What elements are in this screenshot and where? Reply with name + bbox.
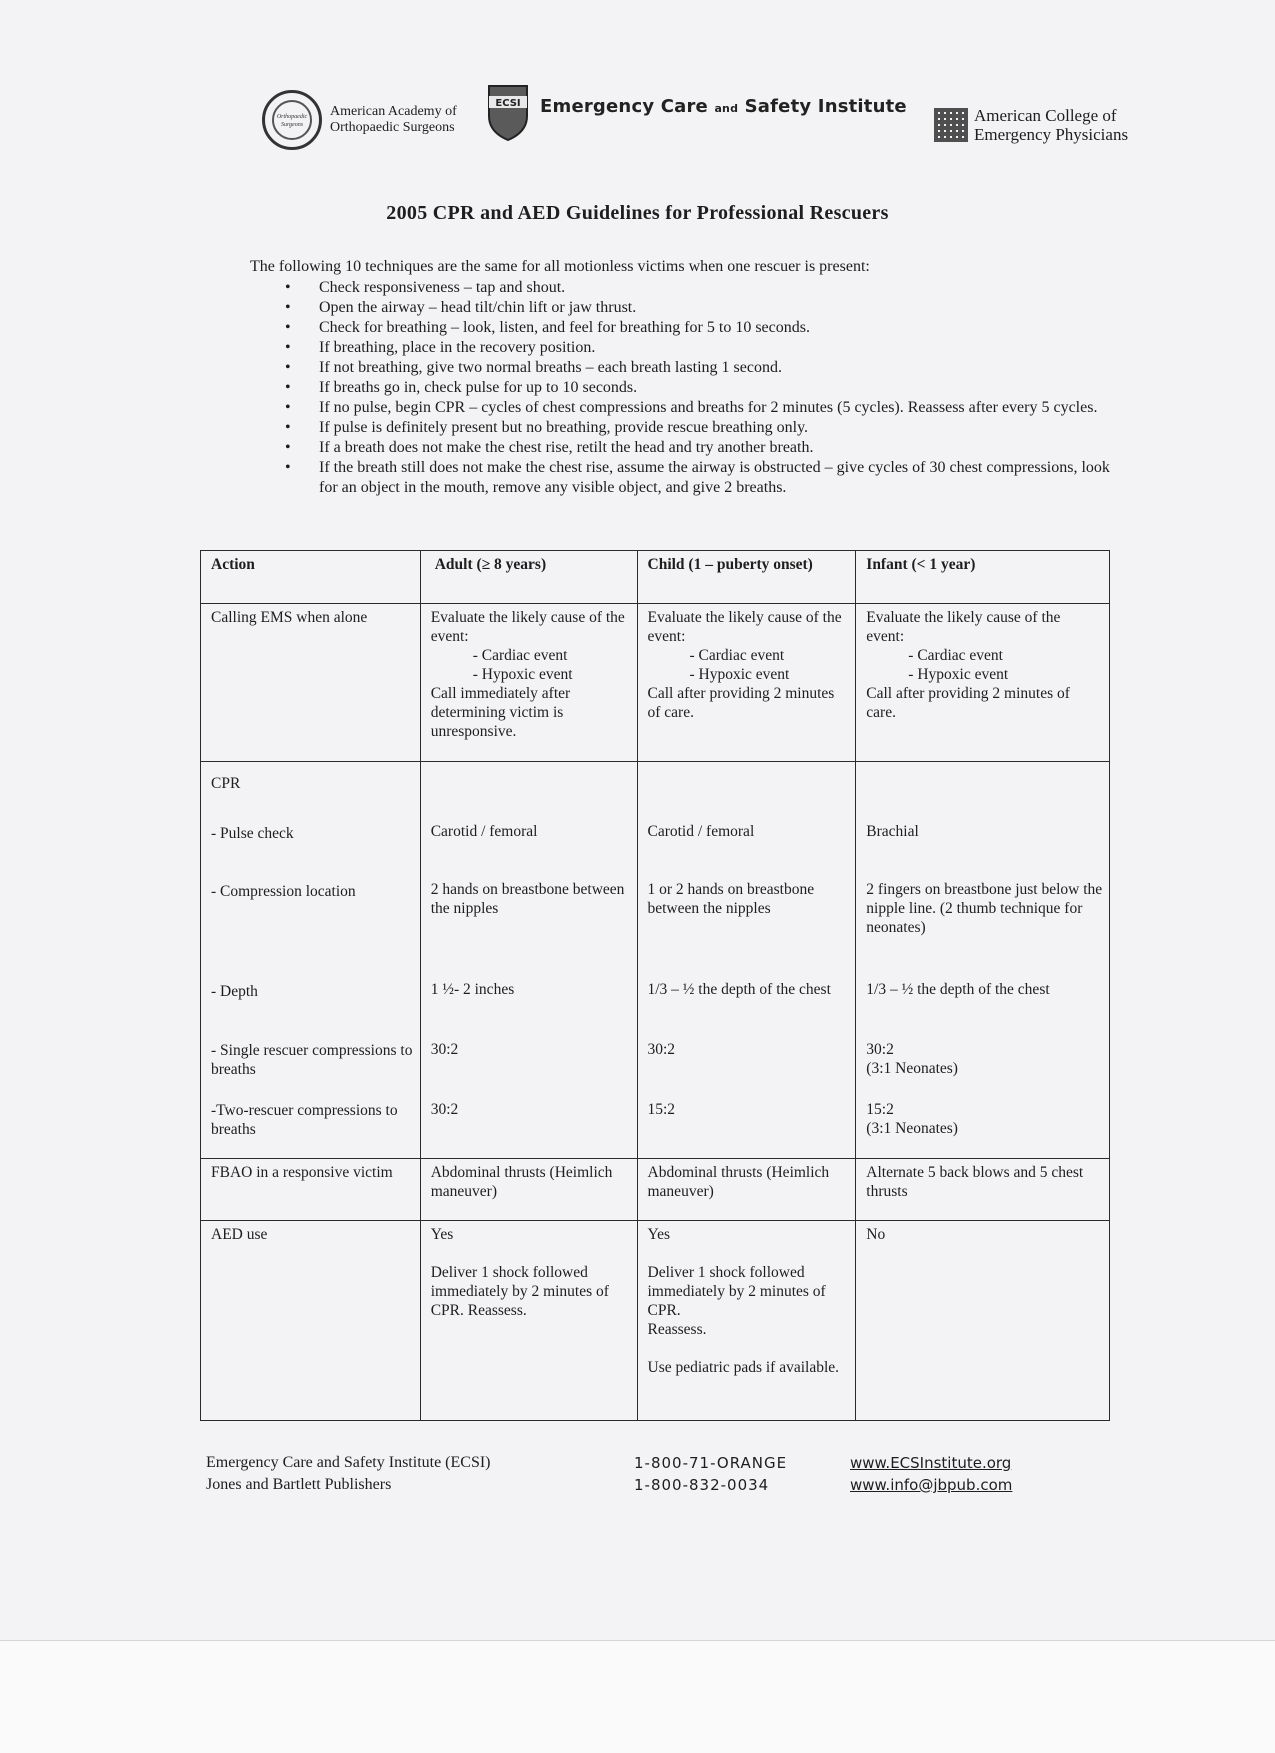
aed-adult-yes: Yes (430, 1226, 454, 1243)
header-action: Action (201, 551, 421, 604)
aaos-seal-icon (262, 90, 322, 150)
aed-infant: No (856, 1221, 1110, 1421)
aed-child-yes: Yes (647, 1226, 671, 1243)
list-item: • If the breath still does not make the chest rise, assume the airway is obstructed – give cycles of 30 chest compressions, look for an object in the mouth, remove any visible object, and give 2 breaths. (285, 458, 1115, 498)
table-header-row (201, 551, 1110, 604)
depth-adult: 1 ½- 2 inches (430, 981, 515, 998)
ems-infant (856, 604, 1110, 762)
list-item: • If a breath does not make the chest rise, retilt the head and try another breath. (285, 438, 1115, 458)
single-child: 30:2 (647, 1041, 676, 1058)
fbao-infant: Alternate 5 back blows and 5 chest thrusts (856, 1159, 1110, 1221)
table-row (201, 762, 1110, 1159)
footer-org1: Emergency Care and Safety Institute (ECSI) (206, 1454, 491, 1471)
ems-hypoxic: - Hypoxic event (472, 666, 573, 683)
ems-adult-call: Call immediately after determining victim is unresponsive. (430, 685, 571, 740)
location-infant: 2 fingers on breastbone just below the nipple line. (2 thumb technique for neonates) (866, 881, 1103, 936)
depth-label: - Depth (211, 983, 258, 1000)
acep-name-line2: Emergency Physicians (974, 125, 1129, 144)
ecsi-name-part1: Emergency Care (540, 96, 708, 117)
header-adult: Adult (≥ 8 years) (420, 551, 637, 604)
cpr-labels (201, 762, 421, 1159)
table-row (201, 1221, 1110, 1421)
single-infant-ratio: 30:2 (866, 1041, 894, 1058)
cpr-label: CPR (211, 775, 241, 792)
ems-hypoxic: - Hypoxic event (689, 666, 790, 683)
aaos-name-line1: American Academy of (330, 104, 457, 119)
aed-child-reassess: Reassess. (647, 1321, 707, 1338)
location-adult: 2 hands on breastbone between the nipples (430, 881, 625, 917)
list-item: • If breaths go in, check pulse for up to 10 seconds. (285, 378, 1115, 398)
ems-eval: Evaluate the likely cause of the event: (866, 609, 1061, 645)
aed-adult-text: Deliver 1 shock followed immediately by 2 minutes of CPR. Reassess. (430, 1264, 609, 1319)
footer-web2[interactable]: www.info@jbpub.com (850, 1476, 1013, 1494)
list-item: • If breathing, place in the recovery position. (285, 338, 1115, 358)
two-adult: 30:2 (430, 1101, 459, 1118)
ems-cardiac: - Cardiac event (908, 647, 1003, 664)
ems-eval: Evaluate the likely cause of the event: (647, 609, 842, 645)
ems-child (637, 604, 856, 762)
acep-name (974, 106, 1128, 144)
cpr-child (637, 762, 856, 1159)
cpr-adult (420, 762, 637, 1159)
steps-list (285, 278, 1115, 498)
intro-text: The following 10 techniques are the same for all motionless victims when one rescuer is present: (250, 258, 870, 275)
ems-child-call: Call after providing 2 minutes of care. (647, 685, 835, 721)
footer-phone1: 1-800-71-ORANGE (634, 1454, 788, 1472)
ems-label: Calling EMS when alone (201, 604, 421, 762)
single-infant (866, 1040, 1103, 1078)
aed-child-pads: Use pediatric pads if available. (647, 1359, 840, 1376)
ecsi-name-and: and (714, 102, 739, 115)
two-infant-ratio: 15:2 (866, 1101, 894, 1118)
ems-adult (420, 604, 637, 762)
depth-infant: 1/3 – ½ the depth of the chest (866, 981, 1050, 998)
list-item: • Open the airway – head tilt/chin lift or jaw thrust. (285, 298, 1115, 318)
ecsi-name (540, 96, 907, 117)
aaos-seal-text: Orthopaedic Surgeons (272, 100, 312, 140)
footer-phone2: 1-800-832-0034 (634, 1476, 770, 1494)
fbao-child: Abdominal thrusts (Heimlich maneuver) (637, 1159, 856, 1221)
ems-cardiac: - Cardiac event (689, 647, 785, 664)
two-infant (866, 1100, 1103, 1138)
header-child: Child (1 – puberty onset) (637, 551, 856, 604)
acep-name-line1: American College of (974, 106, 1117, 125)
footer-org2: Jones and Bartlett Publishers (206, 1476, 392, 1493)
fbao-adult: Abdominal thrusts (Heimlich maneuver) (420, 1159, 637, 1221)
footer-websites (850, 1452, 1012, 1496)
cpr-infant (856, 762, 1110, 1159)
pulse-child: Carotid / femoral (647, 823, 755, 840)
ems-infant-call: Call after providing 2 minutes of care. (866, 685, 1070, 721)
ecsi-logo (486, 82, 907, 142)
ecsi-name-part2: Safety Institute (744, 96, 907, 117)
single-label: - Single rescuer compressions to breaths (211, 1042, 413, 1078)
aaos-name (330, 104, 457, 136)
aed-adult (420, 1221, 637, 1421)
table-row (201, 1159, 1110, 1221)
header-infant: Infant (< 1 year) (856, 551, 1110, 604)
footer-web1[interactable]: www.ECSInstitute.org (850, 1454, 1012, 1472)
fbao-label: FBAO in a responsive victim (201, 1159, 421, 1221)
list-item: • If no pulse, begin CPR – cycles of chest compressions and breaths for 2 minutes (5 cycles). Reassess after every 5 cycles. (285, 398, 1115, 418)
aed-child (637, 1221, 856, 1421)
location-child: 1 or 2 hands on breastbone between the nipples (647, 881, 815, 917)
acep-grid-icon (934, 108, 968, 142)
aaos-name-line2: Orthopaedic Surgeons (330, 120, 455, 135)
footer-phones (634, 1452, 787, 1496)
aed-child-text: Deliver 1 shock followed immediately by 2 minutes of CPR. (647, 1264, 826, 1319)
two-child: 15:2 (647, 1101, 676, 1118)
aed-label: AED use (201, 1221, 421, 1421)
two-infant-note: (3:1 Neonates) (866, 1120, 958, 1137)
pulse-infant: Brachial (866, 823, 919, 840)
ems-eval: Evaluate the likely cause of the event: (430, 609, 625, 645)
pulse-adult: Carotid / femoral (430, 823, 538, 840)
scanner-background (0, 1641, 1275, 1753)
location-label: - Compression location (211, 883, 356, 900)
depth-child: 1/3 – ½ the depth of the chest (647, 981, 831, 998)
list-item: • If not breathing, give two normal breaths – each breath lasting 1 second. (285, 358, 1115, 378)
ecsi-shield-icon (486, 82, 530, 142)
pulse-label: - Pulse check (211, 825, 294, 842)
aaos-logo (262, 90, 457, 150)
ems-hypoxic: - Hypoxic event (908, 666, 1009, 683)
table-row (201, 604, 1110, 762)
list-item: • Check responsiveness – tap and shout. (285, 278, 1115, 298)
ecsi-shield-text: ECSI (495, 98, 521, 109)
page-title: 2005 CPR and AED Guidelines for Professional Rescuers (386, 202, 889, 224)
list-item: • If pulse is definitely present but no breathing, provide rescue breathing only. (285, 418, 1115, 438)
footer-orgs (206, 1452, 491, 1496)
ems-cardiac: - Cardiac event (472, 647, 568, 664)
single-infant-note: (3:1 Neonates) (866, 1060, 958, 1077)
two-label: -Two-rescuer compressions to breaths (211, 1102, 398, 1138)
acep-logo (934, 106, 1128, 144)
single-adult: 30:2 (430, 1041, 459, 1058)
list-item: • Check for breathing – look, listen, and feel for breathing for 5 to 10 seconds. (285, 318, 1115, 338)
guidelines-table (200, 550, 1110, 1421)
